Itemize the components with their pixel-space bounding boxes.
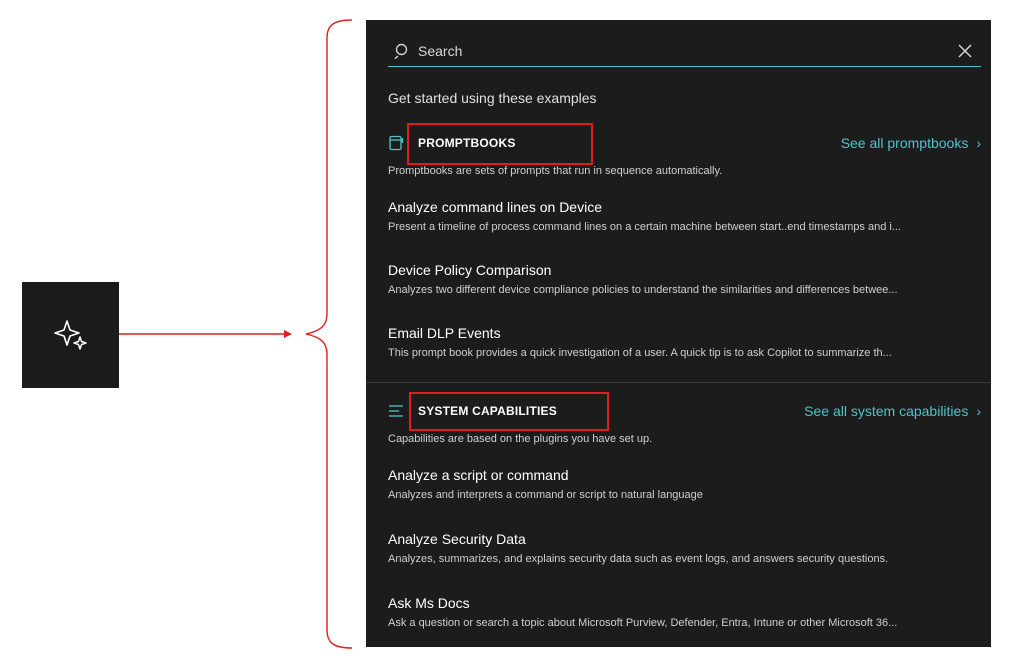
promptbook-icon [388, 135, 404, 151]
capabilities-title: SYSTEM CAPABILITIES [418, 404, 557, 418]
search-icon [394, 42, 412, 60]
item-title: Analyze Security Data [388, 531, 526, 547]
intro-text: Get started using these examples [388, 90, 597, 106]
see-all-promptbooks-label: See all promptbooks [840, 135, 969, 151]
chevron-right-icon: › [976, 135, 981, 151]
item-description: Ask a question or search a topic about Microsoft Purview, Defender, Entra, Intune or other Microsoft 36... [388, 617, 898, 629]
item-title: Analyze a script or command [388, 467, 569, 483]
capability-item[interactable] [388, 467, 979, 501]
see-all-capabilities-label: See all system capabilities [804, 403, 969, 419]
close-icon[interactable] [957, 43, 973, 59]
item-description: Analyzes and interprets a command or script to natural language [388, 489, 703, 501]
search-bar [388, 36, 981, 67]
search-input[interactable] [418, 43, 957, 59]
promptbooks-title: PROMPTBOOKS [418, 136, 516, 150]
chevron-right-icon: › [976, 403, 981, 419]
promptbooks-description: Promptbooks are sets of prompts that run in sequence automatically. [388, 165, 723, 177]
promptbook-item[interactable] [388, 262, 979, 296]
section-divider [366, 382, 991, 383]
item-description: Analyzes two different device compliance policies to understand the similarities and differences betwee... [388, 284, 898, 296]
item-title: Analyze command lines on Device [388, 199, 602, 215]
annotation-arrow-brace [0, 0, 366, 660]
capability-item[interactable] [388, 531, 979, 565]
promptbook-item[interactable] [388, 325, 979, 359]
annotation-brace [306, 20, 352, 648]
see-all-capabilities-link[interactable] [804, 403, 981, 419]
capability-item[interactable] [388, 595, 979, 629]
item-description: This prompt book provides a quick investigation of a user. A quick tip is to ask Copilot to summarize th... [388, 347, 892, 359]
item-description: Present a timeline of process command lines on a certain machine between start..end timestamps and i... [388, 221, 901, 233]
capabilities-description: Capabilities are based on the plugins you have set up. [388, 433, 653, 445]
see-all-promptbooks-link[interactable] [841, 135, 981, 151]
item-description: Analyzes, summarizes, and explains security data such as event logs, and answers security questions. [388, 553, 889, 565]
promptbooks-highlight-box [407, 123, 593, 165]
item-title: Device Policy Comparison [388, 262, 552, 278]
item-title: Email DLP Events [388, 325, 501, 341]
prompt-guide-panel [366, 20, 991, 647]
item-title: Ask Ms Docs [388, 595, 470, 611]
capabilities-icon [388, 403, 404, 419]
promptbook-item[interactable] [388, 199, 979, 233]
annotation-arrowhead [284, 330, 292, 338]
capabilities-highlight-box [409, 392, 609, 431]
